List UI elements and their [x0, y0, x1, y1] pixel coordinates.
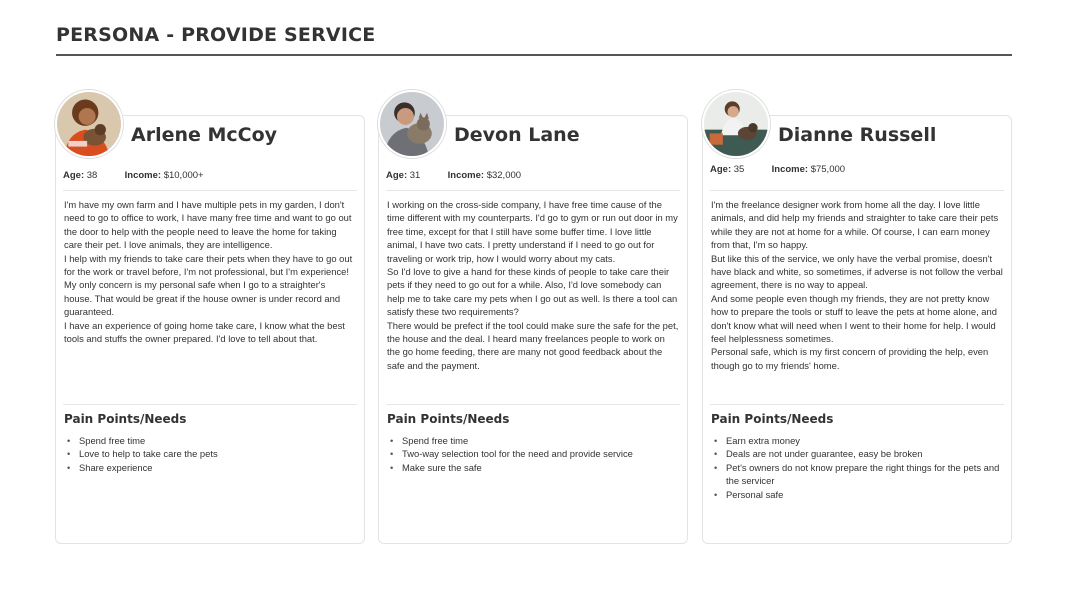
divider [710, 190, 1004, 191]
list-item: • Personal safe [711, 488, 1003, 501]
pain-points-heading: Pain Points/Needs [64, 412, 187, 426]
bio-paragraph: I working on the cross-side company, I have free time cause of the time different with my counterparts. I'd go to gym or run out door in my free time, except for that I still have some buffer time. I love little animal, I have two cats. I pretty understand if I need to go out for traveling or work trip, how I would worry about my cats. [387, 199, 678, 264]
persona-stats [710, 164, 1004, 175]
page-title: PERSONA - PROVIDE SERVICE [56, 24, 376, 46]
income-value: $10,000+ [163, 170, 204, 181]
income-value: $32,000 [486, 170, 522, 181]
income-label: Income: [447, 170, 485, 181]
bio-paragraph: I'm the freelance designer work from home all the day. I love little animals, and did help my friends and straighter to take care their pets while they are not at home for a while. Of course, I can earn money from that, I'm so happy. [711, 199, 999, 251]
persona-card-devon [378, 115, 688, 544]
age-label: Age: [710, 164, 732, 175]
bio-paragraph: I have an experience of going home take care, I know what the best tools and stuffs the owner prepared. I'd love to tell about that. [64, 319, 345, 345]
persona-bio [64, 198, 356, 345]
age-label: Age: [63, 170, 85, 181]
persona-card-dianne [702, 115, 1012, 544]
pain-points-heading: Pain Points/Needs [711, 412, 834, 426]
persona-bio [387, 198, 679, 372]
list-item: • Make sure the safe [387, 461, 679, 474]
divider [386, 190, 680, 191]
income-label: Income: [124, 170, 162, 181]
bio-paragraph: My only concern is my personal safe when I go to a straighter's house. That would be great if the house owner is under record and guaranteed. [64, 279, 341, 318]
persona-name: Dianne Russell [778, 124, 937, 146]
list-item: • Deals are not under guarantee, easy be broken [711, 447, 1003, 460]
income-label: Income: [771, 164, 809, 175]
list-item: • Love to help to take care the pets [64, 447, 356, 460]
list-item: • Pet's owners do not know prepare the right things for the pets and the servicer [711, 461, 1003, 488]
persona-name: Devon Lane [454, 124, 580, 146]
age-value: 31 [409, 170, 421, 181]
bio-paragraph: But like this of the service, we only have the verbal promise, doesn't have black and white, so sometimes, if adverse is not follow the verbal agreement, there is no way to appeal. [711, 252, 1003, 291]
persona-stats [63, 170, 357, 181]
bio-paragraph: I'm have my own farm and I have multiple pets in my garden, I don't need to go to office to work, I have many free time and want to go out the door to help with the people need to leave the home for taking care their pet. I love animals, they are intelligence. [64, 199, 352, 251]
bio-paragraph: I help with my friends to take care their pets when they have to go out for the work or travel before, I'm not professional, but I'm experience! [64, 252, 353, 278]
pain-points-list [387, 434, 679, 474]
income-value: $75,000 [810, 164, 846, 175]
bio-paragraph: So I'd love to give a hand for these kinds of people to take care their pets if they need to go out for a while. Also, I'd love somebody can help me to take care my pets when I go out as well. Is there a tool can satisfy these two requirements? [387, 266, 678, 318]
persona-name: Arlene McCoy [131, 124, 278, 146]
age-value: 35 [733, 164, 745, 175]
bio-paragraph: There would be prefect if the tool could make sure the safe for the pet, the house and the deal. I heard many freelances people to work on the go home feeding, there are many not good feedback about the safe and the payment. [387, 319, 679, 371]
pain-points-list [64, 434, 356, 474]
title-divider [56, 54, 1012, 56]
age-label: Age: [386, 170, 408, 181]
woman-with-dog-on-couch-photo-icon [704, 92, 768, 156]
list-item: • Spend free time [64, 434, 356, 447]
pain-points-heading: Pain Points/Needs [387, 412, 510, 426]
persona-stats [386, 170, 680, 181]
avatar [702, 90, 770, 158]
bio-paragraph: Personal safe, which is my first concern of providing the help, even though go to my friends' home. [711, 346, 989, 371]
list-item: • Two-way selection tool for the need and provide service [387, 447, 679, 460]
man-holding-cat-photo-icon [380, 92, 444, 156]
person-holding-dog-photo-icon [57, 92, 121, 156]
divider [710, 404, 1004, 405]
divider [386, 404, 680, 405]
avatar [55, 90, 123, 158]
age-value: 38 [86, 170, 98, 181]
list-item: • Earn extra money [711, 434, 1003, 447]
persona-bio [711, 198, 1003, 372]
divider [63, 404, 357, 405]
bio-paragraph: And some people even though my friends, they are not pretty know how to prepare the tools or stuff to leave the pets at home alone, and don't know what will need when I went to their home for help. I would feel helplessness sometimes. [711, 292, 997, 345]
pain-points-list [711, 434, 1003, 501]
divider [63, 190, 357, 191]
list-item: • Spend free time [387, 434, 679, 447]
persona-card-arlene [55, 115, 365, 544]
avatar [378, 90, 446, 158]
list-item: • Share experience [64, 461, 356, 474]
